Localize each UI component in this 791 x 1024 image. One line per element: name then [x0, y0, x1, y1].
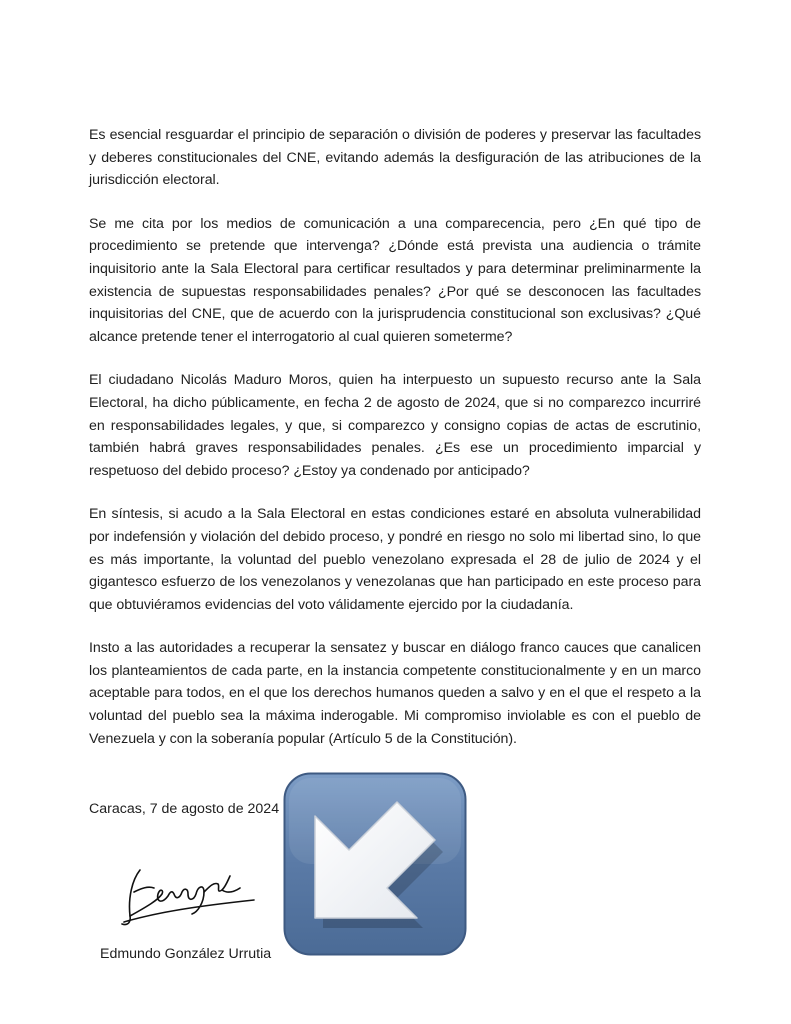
letter-body	[89, 124, 701, 771]
paragraph-2: Se me cita por los medios de comunicación a una comparecencia, pero ¿En qué tipo de procedimiento se pretende que intervenga? ¿Dónde está prevista una audiencia o trámite inquisitorio ante la Sala Electoral para certificar resultados y para determinar preliminarmente la existencia de supuestas responsabilidades penales? ¿Por qué se desconocen las facultades inquisitorias del CNE, que de acuerdo con la jurisprudencia constitucional son exclusivas? ¿Qué alcance pretende tener el interrogatorio al cual quieren someterme?	[89, 215, 701, 345]
paragraph-5: Insto a las autoridades a recuperar la sensatez y buscar en diálogo franco cauces que canalicen los planteamientos de cada parte, en la instancia competente constitucionalmente y en un marco aceptable para todos, en el que los derechos humanos queden a salvo y en el que el respeto a la voluntad del pueblo sea la máxima inderogable. Mi compromiso inviolable es con el pueblo de Venezuela y con la soberanía popular (Artículo 5 de la Constitución).	[89, 640, 701, 747]
arrow-down-left-icon[interactable]	[283, 772, 467, 956]
paragraph-1: Es esencial resguardar el principio de separación o división de poderes y preservar las facultades y deberes constitucionales del CNE, evitando además la desfiguración de las atribuciones de la jurisdicción electoral.	[89, 127, 701, 189]
signer-name: Edmundo González Urrutia	[100, 946, 272, 962]
paragraph-3: El ciudadano Nicolás Maduro Moros, quien ha interpuesto un supuesto recurso ante la Sala Electoral, ha dicho públicamente, en fecha 2 de agosto de 2024, que si no comparezco incurriré en responsabilidades legales, y que, si comparezco y consigno copias de actas de escrutinio, también habrá graves responsabilidades penales. ¿Es ese un procedimiento imparcial y respetuoso del debido proceso? ¿Estoy ya condenado por anticipado?	[89, 372, 701, 479]
closing-place-date: Caracas, 7 de agosto de 2024	[89, 801, 280, 817]
paragraph-4: En síntesis, si acudo a la Sala Electoral en estas condiciones estaré en absoluta vulnerabilidad por indefensión y violación del debido proceso, y pondré en riesgo no solo mi libertad sino, lo que es más importante, la voluntad del pueblo venezolano expresada el 28 de julio de 2024 y el gigantesco esfuerzo de los venezolanos y venezolanas que han participado en este proceso para que obtuviéramos evidencias del voto válidamente ejercido por la ciudadanía.	[89, 506, 701, 613]
handwritten-signature	[118, 850, 258, 930]
